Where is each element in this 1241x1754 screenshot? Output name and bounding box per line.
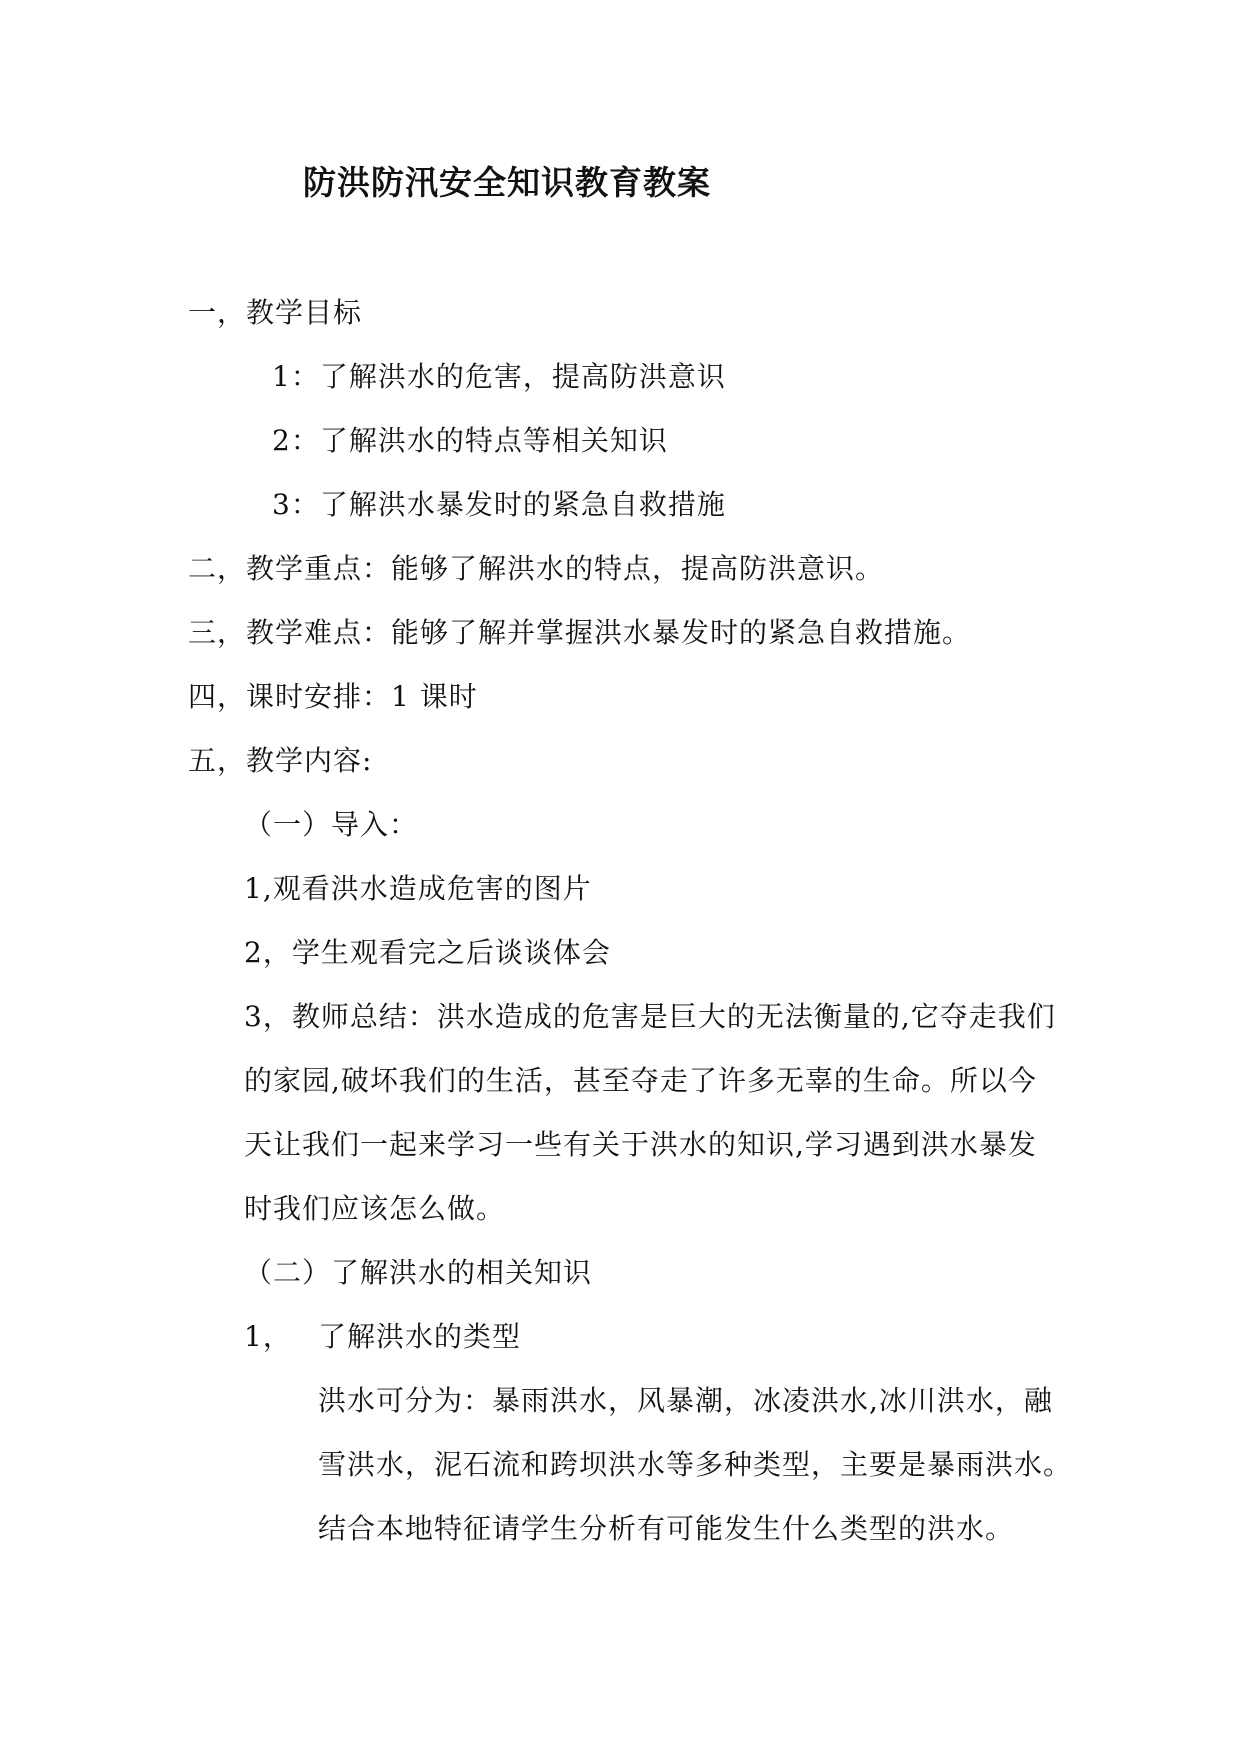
part1-item: 2，学生观看完之后谈谈体会: [244, 936, 611, 969]
key-point: 二，教学重点：能够了解洪水的特点，提高防洪意识。: [188, 552, 885, 585]
part2-heading: （二）了解洪水的相关知识: [244, 1256, 593, 1289]
item1-body-line: 雪洪水，泥石流和跨坝洪水等多种类型，主要是暴雨洪水。: [318, 1448, 1073, 1481]
difficulty: 三，教学难点：能够了解并掌握洪水暴发时的紧急自救措施。: [188, 616, 972, 649]
schedule: 四，课时安排：1 课时: [188, 680, 478, 713]
content-heading: 五，教学内容:: [188, 744, 373, 777]
item1-number: 1，: [244, 1320, 292, 1353]
objective-item: 2：了解洪水的特点等相关知识: [272, 424, 668, 457]
objectives-heading: 一，教学目标: [188, 296, 363, 329]
part1-item: 1,观看洪水造成危害的图片: [244, 872, 592, 905]
summary-line: 时我们应该怎么做。: [244, 1192, 506, 1225]
objective-item: 1：了解洪水的危害，提高防洪意识: [272, 360, 726, 393]
item1-body-line: 洪水可分为：暴雨洪水，风暴潮，冰凌洪水,冰川洪水，融: [318, 1384, 1053, 1417]
summary-line: 天让我们一起来学习一些有关于洪水的知识,学习遇到洪水暴发: [244, 1128, 1037, 1161]
document-title: 防洪防汛安全知识教育教案: [303, 163, 711, 202]
summary-line: 3，教师总结：洪水造成的危害是巨大的无法衡量的,它夺走我们: [244, 1000, 1056, 1033]
summary-line: 的家园,破坏我们的生活，甚至夺走了许多无辜的生命。所以今: [244, 1064, 1037, 1097]
part1-heading: （一）导入：: [244, 808, 419, 841]
objective-item: 3：了解洪水暴发时的紧急自救措施: [272, 488, 726, 521]
item1-body-line: 结合本地特征请学生分析有可能发生什么类型的洪水。: [318, 1512, 1015, 1545]
item1-title: 了解洪水的类型: [318, 1320, 522, 1353]
